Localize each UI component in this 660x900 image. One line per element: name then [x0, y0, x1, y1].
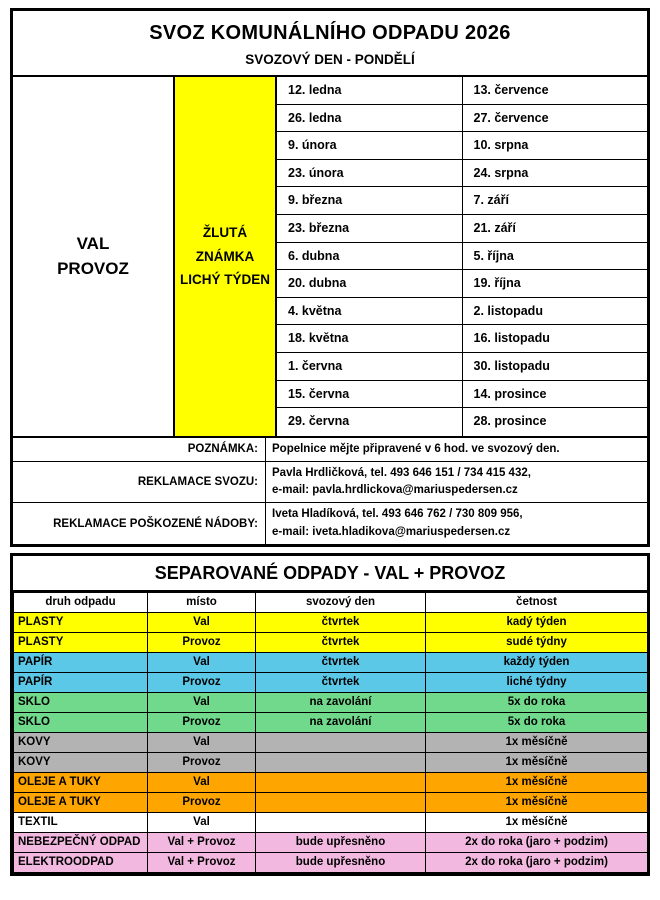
cell-waste-type: SKLO: [14, 712, 148, 732]
cell-collection-day: [256, 732, 426, 752]
table-header-row: [14, 592, 648, 612]
date-cell: 10. srpna: [463, 132, 648, 160]
cell-frequency: liché týdny: [426, 672, 648, 692]
table-row: [14, 752, 648, 772]
cell-waste-type: KOVY: [14, 752, 148, 772]
table-row: [14, 792, 648, 812]
table-row: [14, 692, 648, 712]
separated-waste-title: SEPAROVANÉ ODPADY - VAL + PROVOZ: [13, 556, 647, 592]
column-header-place: místo: [148, 592, 256, 612]
cell-place: Val: [148, 732, 256, 752]
date-cell: 2. listopadu: [463, 298, 648, 326]
cell-place: Provoz: [148, 632, 256, 652]
note-line: Pavla Hrdličková, tel. 493 646 151 / 734 415 432,: [272, 466, 531, 479]
sticker-line2: ZNÁMKA: [195, 248, 255, 264]
date-cell: 12. ledna: [277, 77, 462, 105]
cell-frequency: 1x měsíčně: [426, 792, 648, 812]
date-cell: 29. června: [288, 414, 350, 429]
cell-frequency: kadý týden: [426, 612, 648, 632]
date-cell: 30. listopadu: [463, 353, 648, 381]
date-cell: 23. února: [277, 160, 462, 188]
cell-waste-type: SKLO: [14, 692, 148, 712]
page-title: SVOZ KOMUNÁLNÍHO ODPADU 2026: [149, 22, 511, 44]
cell-waste-type: TEXTIL: [14, 812, 148, 832]
cell-place: Provoz: [148, 712, 256, 732]
sticker-label: [173, 77, 277, 436]
cell-frequency: 5x do roka: [426, 692, 648, 712]
date-cell: 23. března: [277, 215, 462, 243]
date-cell: 4. května: [277, 298, 462, 326]
table-row: [14, 612, 648, 632]
cell-place: Provoz: [148, 752, 256, 772]
cell-frequency: každý týden: [426, 652, 648, 672]
cell-place: Val + Provoz: [148, 852, 256, 872]
cell-collection-day: na zavolání: [256, 712, 426, 732]
note-line: e-mail: pavla.hrdlickova@mariuspedersen.cz: [272, 484, 518, 497]
table-row: [14, 832, 648, 852]
table-row: [14, 632, 648, 652]
cell-frequency: 1x měsíčně: [426, 752, 648, 772]
cell-collection-day: čtvrtek: [256, 672, 426, 692]
cell-collection-day: na zavolání: [256, 692, 426, 712]
cell-place: Val: [148, 692, 256, 712]
note-row: [13, 503, 647, 544]
cell-waste-type: KOVY: [14, 732, 148, 752]
date-cell: 15. června: [277, 381, 462, 409]
column-header-frequency: četnost: [426, 592, 648, 612]
calendar-grid: [13, 75, 647, 436]
waste-collection-card: [10, 8, 650, 547]
cell-waste-type: ELEKTROODPAD: [14, 852, 148, 872]
note-label: REKLAMACE SVOZU:: [137, 476, 258, 489]
date-cell: 20. dubna: [277, 270, 462, 298]
note-row: [13, 438, 647, 462]
table-row: [14, 712, 648, 732]
cell-waste-type: PLASTY: [14, 612, 148, 632]
collection-day-subtitle: SVOZOVÝ DEN - PONDĚLÍ: [245, 52, 415, 67]
cell-frequency: sudé týdny: [426, 632, 648, 652]
note-line: Iveta Hladíková, tel. 493 646 762 / 730 809 956,: [272, 508, 523, 521]
note-line: Popelnice mějte připravené v 6 hod. ve svozový den.: [272, 442, 560, 455]
cell-collection-day: [256, 812, 426, 832]
area-label-line1: VAL: [76, 233, 110, 253]
cell-collection-day: čtvrtek: [256, 652, 426, 672]
note-row: [13, 462, 647, 504]
date-cell: 13. července: [463, 77, 648, 105]
column-header-type: druh odpadu: [14, 592, 148, 612]
date-cell: 28. prosince: [473, 414, 547, 429]
cell-waste-type: PLASTY: [14, 632, 148, 652]
date-cell: 14. prosince: [463, 381, 648, 409]
cell-frequency: 5x do roka: [426, 712, 648, 732]
cell-collection-day: čtvrtek: [256, 612, 426, 632]
column-header-day: svozový den: [256, 592, 426, 612]
note-line: e-mail: iveta.hladikova@mariuspedersen.cz: [272, 525, 511, 538]
table-row: [14, 852, 648, 872]
cell-collection-day: bude upřesněno: [256, 832, 426, 852]
table-row: [14, 812, 648, 832]
cell-waste-type: OLEJE A TUKY: [14, 772, 148, 792]
date-cell: 18. května: [277, 325, 462, 353]
dates-column-first-half: [277, 77, 463, 436]
note-value: [265, 503, 647, 544]
cell-place: Val: [148, 652, 256, 672]
table-row: [14, 772, 648, 792]
cell-frequency: 1x měsíčně: [426, 812, 648, 832]
date-cell: 5. října: [463, 243, 648, 271]
cell-place: Provoz: [148, 792, 256, 812]
notes-block: [13, 436, 647, 544]
note-value: [265, 462, 647, 503]
cell-frequency: 2x do roka (jaro + podzim): [426, 832, 648, 852]
note-label: POZNÁMKA:: [187, 443, 258, 456]
cell-collection-day: [256, 772, 426, 792]
sticker-line3: LICHÝ TÝDEN: [179, 272, 270, 288]
date-cell: 7. září: [463, 187, 648, 215]
dates-column-second-half: [463, 77, 648, 436]
cell-place: Val: [148, 612, 256, 632]
cell-waste-type: NEBEZPEČNÝ ODPAD: [14, 832, 148, 852]
date-cell: 27. července: [463, 105, 648, 133]
table-row: [14, 652, 648, 672]
area-label: [13, 77, 173, 436]
date-cell: 19. října: [463, 270, 648, 298]
area-label-line2: PROVOZ: [57, 259, 129, 279]
collection-dates: [277, 77, 647, 436]
separated-waste-table: [13, 592, 648, 873]
date-cell: 6. dubna: [277, 243, 462, 271]
separated-waste-card: [10, 553, 650, 876]
table-row: [14, 732, 648, 752]
cell-place: Val: [148, 772, 256, 792]
cell-collection-day: bude upřesněno: [256, 852, 426, 872]
date-cell: 16. listopadu: [463, 325, 648, 353]
cell-collection-day: [256, 752, 426, 772]
date-cell: 9. února: [277, 132, 462, 160]
cell-waste-type: PAPÍR: [14, 672, 148, 692]
cell-collection-day: čtvrtek: [256, 632, 426, 652]
cell-frequency: 2x do roka (jaro + podzim): [426, 852, 648, 872]
sticker-line1: ŽLUTÁ: [202, 224, 248, 240]
note-value: [265, 438, 647, 461]
cell-waste-type: OLEJE A TUKY: [14, 792, 148, 812]
cell-frequency: 1x měsíčně: [426, 772, 648, 792]
cell-place: Provoz: [148, 672, 256, 692]
cell-place: Val + Provoz: [148, 832, 256, 852]
cell-waste-type: PAPÍR: [14, 652, 148, 672]
date-cell: 1. června: [277, 353, 462, 381]
table-row: [14, 672, 648, 692]
cell-collection-day: [256, 792, 426, 812]
cell-frequency: 1x měsíčně: [426, 732, 648, 752]
date-cell: 9. března: [277, 187, 462, 215]
date-cell: 24. srpna: [463, 160, 648, 188]
note-label: REKLAMACE POŠKOZENÉ NÁDOBY:: [53, 517, 258, 530]
date-cell: 26. ledna: [277, 105, 462, 133]
date-cell: 21. září: [463, 215, 648, 243]
cell-place: Val: [148, 812, 256, 832]
